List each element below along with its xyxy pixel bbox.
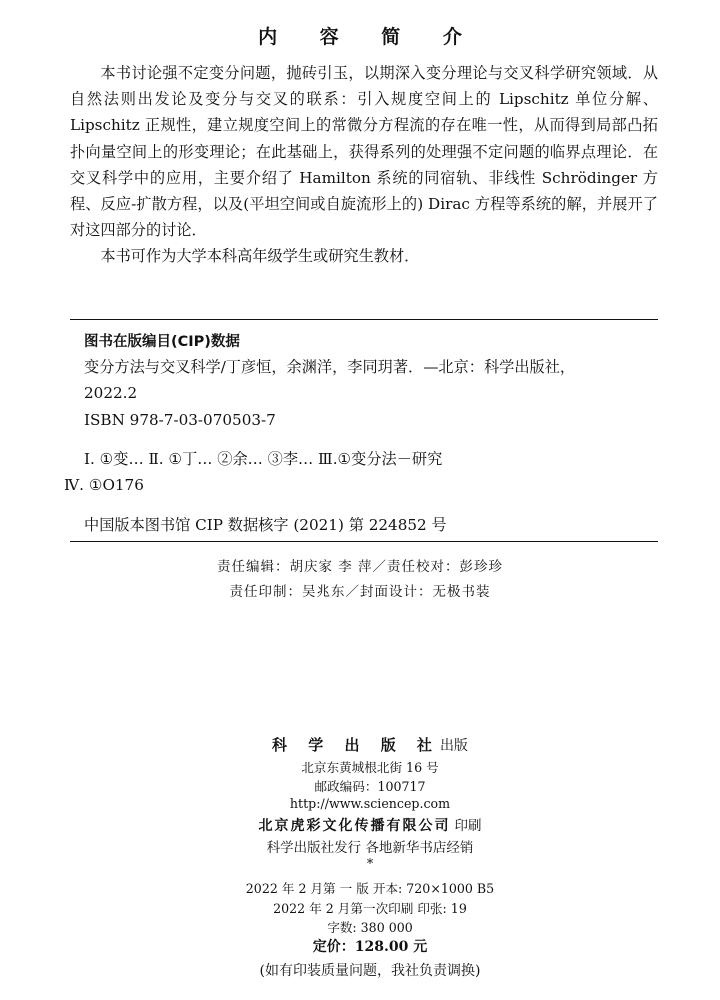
publisher-address: 北京东黄城根北街 16 号 xyxy=(301,760,439,775)
price: 定价：128.00 元 xyxy=(312,939,428,955)
word-count: 字数: 380 000 xyxy=(327,920,413,935)
publisher-postcode: 邮政编码：100717 xyxy=(314,779,426,794)
cip-isbn: ISBN 978-7-03-070503-7 xyxy=(84,411,276,429)
separator-asterisk: * xyxy=(366,856,374,871)
quality-notice: (如有印装质量问题，我社负责调换) xyxy=(259,963,481,979)
staff-editors: 责任编辑：胡庆家 李 萍／责任校对：彭珍珍 xyxy=(216,559,504,575)
cip-classification: Ⅰ. ①变… Ⅱ. ①丁… ②余… ③李… Ⅲ.①变分法－研究 xyxy=(84,450,443,468)
publisher-line xyxy=(0,734,720,755)
summary-paragraph: 本书讨论强不定变分问题，抛砖引玉，以期深入变分理论与交叉科学研究领域．从自然法则出发论及变分与交叉的联系：引入规度空间上的 Lipschitz 单位分解、Lipschitz 正规性，建立规度空间上的常微分方程流的存在唯一性，从而得到局部凸拓扑向量空间上的形变理论；在此基础上，获得系列的处理强不定问题的临界点理论．在交叉科学中的应用，主要介绍了 Hamilton 系统的同宿轨、非线性 Schrödinger 方程、反应-扩散方程，以及(平坦空间或自旋流形上的) Dirac 方程等系统的解，并展开了对这四部分的讨论． xyxy=(70,64,658,240)
cip-title-line: 变分方法与交叉科学/丁彦恒，余渊洋，李同玥著．—北京：科学出版社， xyxy=(84,358,576,376)
cip-heading: 图书在版编目(CIP)数据 xyxy=(84,334,240,350)
cip-bottom-divider xyxy=(70,541,658,542)
summary-paragraph: 本书可作为大学本科高年级学生或研究生教材． xyxy=(100,247,420,266)
cip-classification: Ⅳ. ①O176 xyxy=(64,476,144,494)
printing-line: 2022 年 2 月第一次印刷 印张: 19 xyxy=(273,901,467,916)
summary-body xyxy=(70,60,658,270)
publisher-url: http://www.sciencep.com xyxy=(289,796,451,811)
printer-name: 北京虎彩文化传播有限公司 xyxy=(258,818,451,834)
cip-verification: 中国版本图书馆 CIP 数据核字 (2021) 第 224852 号 xyxy=(84,516,447,534)
cip-year-line: 2022.2 xyxy=(84,384,138,402)
publisher-suffix: 出版 xyxy=(439,738,468,754)
publisher-name: 科 学 出 版 社 xyxy=(272,736,440,754)
cip-top-divider xyxy=(70,319,658,320)
printer-suffix: 印刷 xyxy=(454,818,482,834)
staff-production: 责任印制：吴兆东／封面设计：无极书装 xyxy=(229,584,491,600)
summary-title: 内 容 简 介 xyxy=(258,26,480,48)
edition-line: 2022 年 2 月第 一 版 开本: 720×1000 B5 xyxy=(245,881,495,896)
printer-line xyxy=(0,814,720,835)
distribution-line: 科学出版社发行 各地新华书店经销 xyxy=(266,840,474,856)
